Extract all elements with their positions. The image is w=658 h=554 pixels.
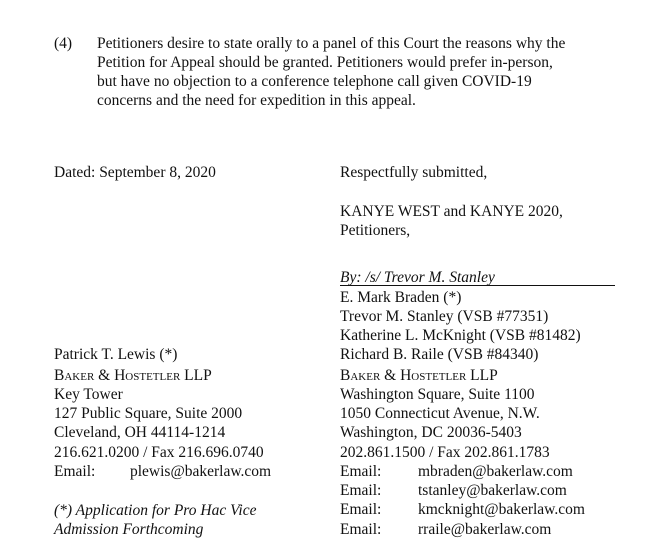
firm-name: Baker & Hostetler LLP <box>340 367 498 384</box>
signature: By: /s/ Trevor M. Stanley <box>340 269 495 286</box>
paragraph-line: Petition for Appeal should be granted. Petitioners would prefer in-person, <box>97 54 553 71</box>
address-line: Washington, DC 20036-5403 <box>340 424 522 441</box>
paragraph-line: concerns and the need for expedition in this appeal. <box>97 92 416 109</box>
signature-line <box>340 285 615 286</box>
paragraph-line: Petitioners desire to state orally to a panel of this Court the reasons why the <box>97 35 566 52</box>
phone-line: 216.621.0200 / Fax 216.696.0740 <box>54 444 264 461</box>
counsel-line: Trevor M. Stanley (VSB #77351) <box>340 308 549 325</box>
firm-name: Baker & Hostetler LLP <box>54 367 212 384</box>
email-address[interactable]: rraile@bakerlaw.com <box>418 521 552 538</box>
email-label: Email: <box>340 463 382 480</box>
address-line: 1050 Connecticut Avenue, N.W. <box>340 405 540 422</box>
email-address[interactable]: plewis@bakerlaw.com <box>130 463 272 480</box>
paragraph-line: but have no objection to a conference telephone call given COVID-19 <box>97 73 532 90</box>
pro-hac-vice-note: (*) Application for Pro Hac Vice <box>54 502 257 519</box>
counsel-line: Patrick T. Lewis (*) <box>54 346 178 363</box>
email-label: Email: <box>340 482 382 499</box>
email-address[interactable]: kmcknight@bakerlaw.com <box>418 501 585 518</box>
counsel-line: E. Mark Braden (*) <box>340 289 462 306</box>
address-line: Cleveland, OH 44114-1214 <box>54 424 226 441</box>
email-label: Email: <box>340 521 382 538</box>
phone-line: 202.861.1500 / Fax 202.861.1783 <box>340 444 550 461</box>
address-line: 127 Public Square, Suite 2000 <box>54 405 243 422</box>
respectfully-submitted: Respectfully submitted, <box>340 164 488 181</box>
counsel-line: Katherine L. McKnight (VSB #81482) <box>340 327 581 344</box>
pro-hac-vice-note: Admission Forthcoming <box>54 521 204 538</box>
petitioners-names: KANYE WEST and KANYE 2020, <box>340 203 563 220</box>
email-label: Email: <box>340 501 382 518</box>
dated-line: Dated: September 8, 2020 <box>54 164 216 181</box>
email-address[interactable]: mbraden@bakerlaw.com <box>418 463 573 480</box>
petitioners-label: Petitioners, <box>340 222 411 239</box>
email-label: Email: <box>54 463 96 480</box>
paragraph-number: (4) <box>54 35 73 52</box>
email-address[interactable]: tstanley@bakerlaw.com <box>418 482 567 499</box>
address-line: Key Tower <box>54 386 123 403</box>
address-line: Washington Square, Suite 1100 <box>340 386 535 403</box>
counsel-line: Richard B. Raile (VSB #84340) <box>340 346 539 363</box>
